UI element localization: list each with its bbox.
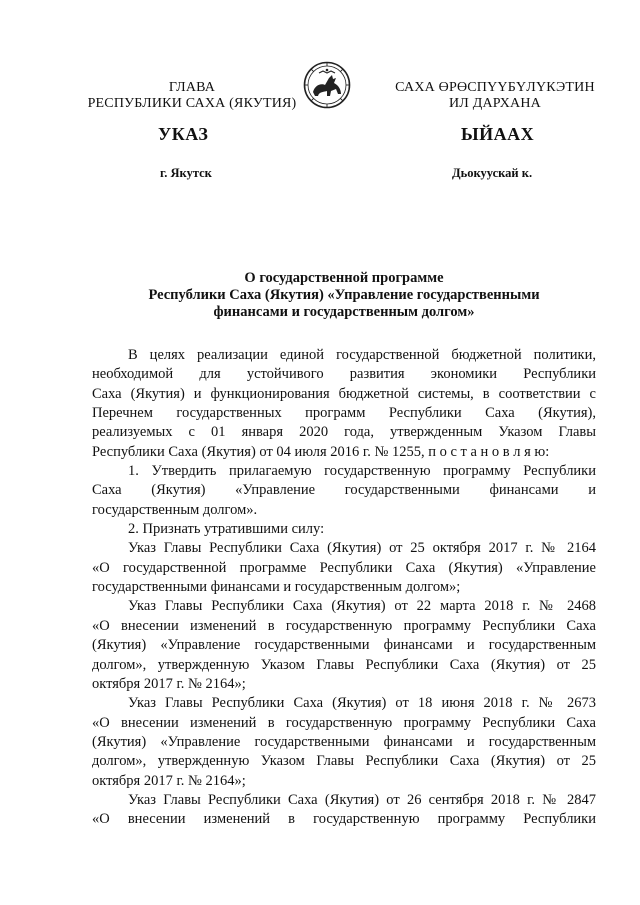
document-title: [92, 270, 596, 321]
body-line: Указ Главы Республики Саха (Якутия) от 26 сентября 2018 г. № 2847: [128, 791, 596, 808]
city-sakha: Дьокуускай к.: [452, 166, 533, 180]
body-line: долгом», утвержденную Указом Главы Республики Саха (Якутия) от 25: [92, 753, 596, 770]
body-line: необходимой для устойчивого развития экономики Республики: [92, 366, 596, 383]
decree-label-sakha: ЫЙААХ: [461, 124, 535, 144]
body-line: Республики Саха (Якутия) от 04 июля 2016 г. № 1255, п о с т а н о в л я ю:: [92, 443, 550, 460]
body-line: «О государственной программе Республики Саха (Якутия) «Управление: [92, 559, 596, 576]
title-line: финансами и государственным долгом»: [213, 304, 475, 320]
body-line: (Якутия) «Управление государственными финансами и государственным: [92, 733, 596, 750]
header-right-line: САХА ӨРӨСПҮҮБҮЛҮКЭТИН: [395, 80, 595, 95]
body-line: Саха (Якутия) и функционирования бюджетной системы, в соответствии с: [92, 385, 596, 402]
body-line: государственными финансами и государственным долгом»;: [92, 579, 461, 596]
header-right-line: ИЛ ДАРХАНА: [448, 96, 541, 111]
header-left-line: РЕСПУБЛИКИ САХА (ЯКУТИЯ): [87, 96, 297, 111]
body-line: октября 2017 г. № 2164»;: [92, 772, 246, 789]
body-line: 2. Признать утратившими силу:: [128, 521, 325, 538]
body-line: «О внесении изменений в государственную программу Республики Саха: [92, 714, 596, 731]
body-line: Указ Главы Республики Саха (Якутия) от 22 марта 2018 г. № 2468: [128, 598, 596, 615]
body-line: Перечнем государственных программ Республики Саха (Якутия),: [92, 405, 596, 422]
body-line: реализуемых с 01 января 2020 года, утвержденным Указом Главы: [92, 424, 596, 441]
body-line: Указ Главы Республики Саха (Якутия) от 18 июня 2018 г. № 2673: [128, 695, 596, 712]
document-body: [92, 346, 596, 830]
body-line: В целях реализации единой государственной бюджетной политики,: [128, 347, 596, 363]
decree-label-ru: УКАЗ: [158, 124, 209, 144]
title-line: Республики Саха (Якутия) «Управление государственными: [148, 287, 540, 303]
body-line: октября 2017 г. № 2164»;: [92, 675, 246, 692]
header-left: [72, 80, 312, 112]
body-line: долгом», утвержденную Указом Главы Республики Саха (Якутия) от 25: [92, 656, 596, 673]
body-line: «О внесении изменений в государственную программу Республики: [92, 811, 596, 828]
body-line: Саха (Якутия) «Управление государственными финансами и: [92, 482, 596, 499]
body-line: государственным долгом».: [92, 501, 258, 518]
body-line: Указ Главы Республики Саха (Якутия) от 25 октября 2017 г. № 2164: [128, 540, 596, 557]
city-ru: г. Якутск: [160, 166, 212, 180]
header-left-line: ГЛАВА: [168, 80, 216, 95]
coat-of-arms-icon: [303, 61, 351, 109]
body-line: (Якутия) «Управление государственными финансами и государственным: [92, 637, 596, 654]
body-line: «О внесении изменений в государственную программу Республики Саха: [92, 617, 596, 634]
body-line: 1. Утвердить прилагаемую государственную программу Республики: [128, 463, 596, 480]
header-right: [380, 80, 610, 112]
title-line: О государственной программе: [244, 270, 444, 286]
